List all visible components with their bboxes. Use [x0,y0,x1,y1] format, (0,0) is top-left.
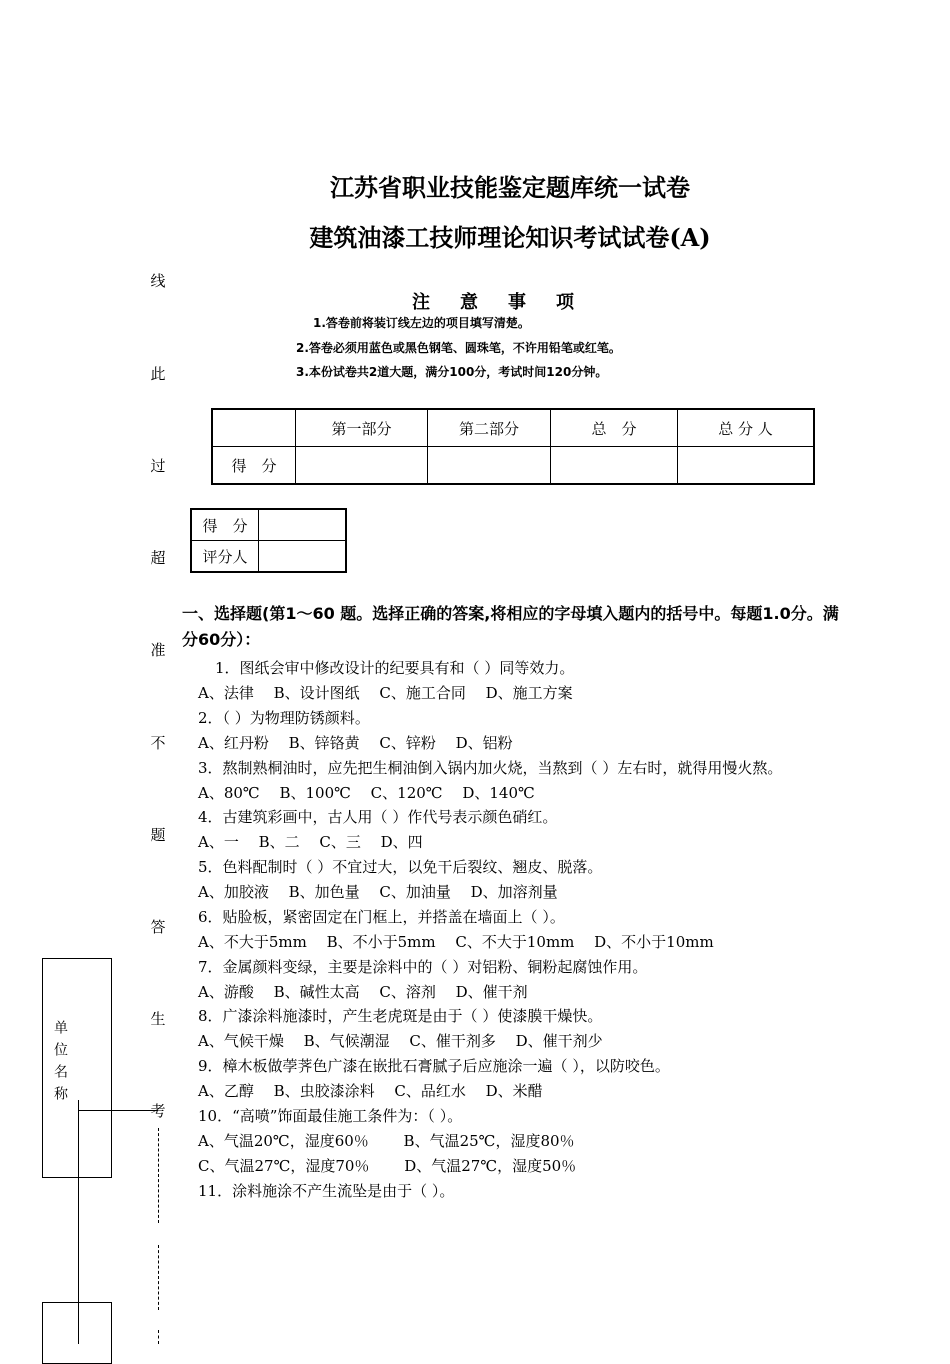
exam-title-line1: 江苏省职业技能鉴定题库统一试卷 [330,173,690,202]
question-line: 7．金属颜料变绿，主要是涂料中的（ ）对铝粉、铜粉起腐蚀作用。 [198,958,648,976]
grader-score-cell[interactable] [259,509,347,541]
score-cell-part1[interactable] [296,447,428,485]
grader-table [190,508,347,573]
grader-row-score [191,509,346,541]
question-options: C、气温27℃，湿度70％ D、气温27℃，湿度50％ [198,1157,577,1175]
binding-char: 题 [150,826,166,844]
question-options: A、气候干燥 B、气候潮湿 C、催干剂多 D、催干剂少 [198,1032,603,1050]
question-line: 6．贴脸板，紧密固定在门框上，并搭盖在墙面上（ ）。 [198,908,565,926]
question-line: 1．图纸会审中修改设计的纪要具有和（ ）同等效力。 [215,659,575,677]
score-header-total: 总 分 [551,409,678,447]
binding-char: 不 [150,734,166,752]
binding-char: 准 [150,641,166,659]
binding-dashed-line [158,1245,159,1310]
score-table-corner [212,409,296,447]
notice-item: 3.本份试卷共2道大题，满分100分，考试时间120分钟。 [296,365,608,379]
grader-name-cell[interactable] [259,541,347,573]
question-line: 8．广漆涂料施漆时，产生老虎斑是由于（ ）使漆膜干燥快。 [198,1007,603,1025]
grader-name-label: 评分人 [191,541,259,573]
notice-item: 2.答卷必须用蓝色或黑色钢笔、圆珠笔，不许用铅笔或红笔。 [296,341,621,355]
binding-dashed-line [158,1128,159,1223]
question-line: 2．（ ）为物理防锈颜料。 [198,709,370,727]
question-options: A、游酸 B、碱性太高 C、溶剂 D、催干剂 [198,983,528,1001]
binding-char: 线 [150,272,166,290]
question-options: A、不大于5mm B、不小于5mm C、不大于10mm D、不小于10mm [198,933,714,951]
question-line: 3．熬制熟桐油时，应先把生桐油倒入锅内加火烧，当熬到（ ）左右时，就得用慢火熬。 [198,759,783,777]
grader-score-label: 得 分 [191,509,259,541]
question-line: 4．古建筑彩画中，古人用（ ）作代号表示颜色硝红。 [198,808,558,826]
score-table [211,408,815,485]
binding-char: 超 [150,549,166,567]
exam-title-line2: 建筑油漆工技师理论知识考试试卷(A) [309,223,711,252]
question-options: A、红丹粉 B、锌铬黄 C、锌粉 D、铝粉 [198,734,513,752]
binding-dashed-line [158,1330,159,1344]
question-options: A、80℃ B、100℃ C、120℃ D、140℃ [198,784,535,802]
unit-name-label: 单位名称 [52,1020,68,1108]
binding-char: 生 [150,1010,166,1028]
binding-char: 此 [150,365,166,383]
grader-row-grader [191,541,346,573]
binding-connector-line [78,1110,158,1111]
score-table-score-row [212,447,814,485]
question-line: 10．“高喷”饰面最佳施工条件为：（ ）。 [198,1107,463,1125]
notice-item: 1.答卷前将装订线左边的项目填写清楚。 [313,316,530,330]
question-options: A、一 B、二 C、三 D、四 [198,833,423,851]
question-options: A、加胶液 B、加色量 C、加油量 D、加溶剂量 [198,883,558,901]
score-header-part2: 第二部分 [428,409,551,447]
question-options: A、气温20℃，湿度60％ B、气温25℃，湿度80％ [198,1132,575,1150]
question-line: 11．涂料施涂不产生流坠是由于（ ）。 [198,1182,455,1200]
binding-char: 过 [150,457,166,475]
score-header-scorer: 总 分 人 [678,409,815,447]
binding-char: 考 [150,1102,166,1120]
question-options: A、乙醇 B、虫胶漆涂料 C、品红水 D、米醋 [198,1082,543,1100]
score-table-header-row [212,409,814,447]
question-line: 5．色料配制时（ ）不宜过大，以免干后裂纹、翘皮、脱落。 [198,858,603,876]
score-cell-scorer[interactable] [678,447,815,485]
score-header-part1: 第一部分 [296,409,428,447]
binding-vertical-line [78,1100,79,1344]
binding-char: 答 [150,918,166,936]
binding-box-lower [42,1302,112,1364]
score-cell-part2[interactable] [428,447,551,485]
score-row-label: 得 分 [212,447,296,485]
section1-heading: 一、选择题(第1～60 题。选择正确的答案,将相应的字母填入题内的括号中。每题1.0分。满分60分）： [182,604,839,649]
question-options: A、法律 B、设计图纸 C、施工合同 D、施工方案 [198,684,573,702]
score-cell-total[interactable] [551,447,678,485]
notice-title: 注意事项 [412,292,604,313]
question-line: 9．樟木板做荸荠色广漆在嵌批石膏腻子后应施涂一遍（ ），以防咬色。 [198,1057,670,1075]
